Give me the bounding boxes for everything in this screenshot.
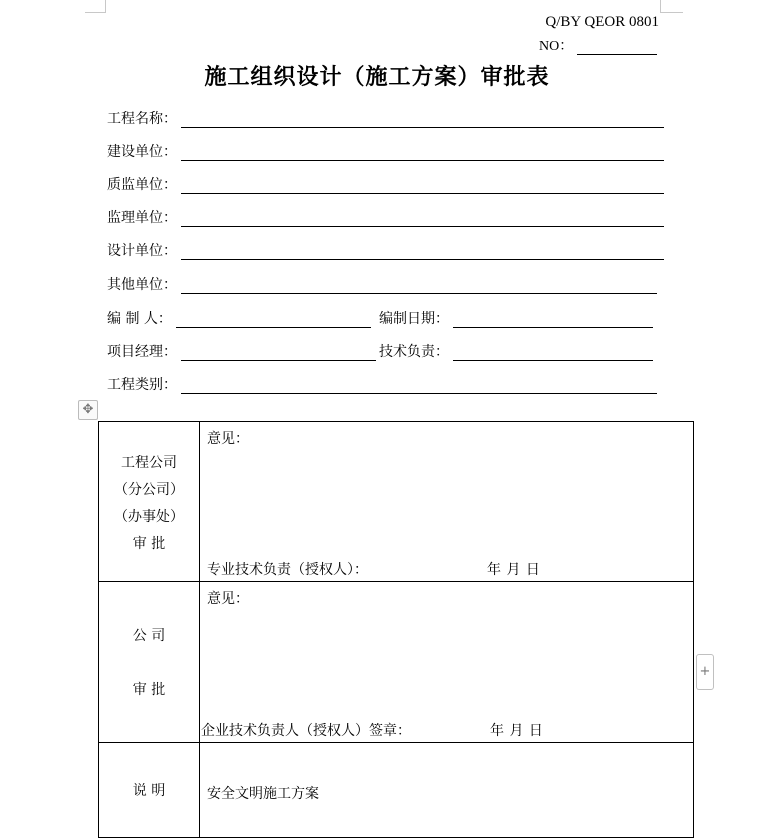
compile-date-field[interactable] [379, 308, 653, 328]
company-header-line-2: 审 批 [132, 682, 166, 698]
notes-value: 安全文明施工方案 [207, 786, 319, 802]
company-approval-row [99, 582, 694, 743]
company-branch-approval-row [99, 422, 694, 582]
compiler-line[interactable] [176, 309, 371, 328]
compile-date-label: 编制日期： [379, 311, 449, 327]
branch-approval-cell[interactable] [200, 422, 694, 582]
construction-unit-label: 建设单位： [107, 144, 177, 160]
project-type-label: 工程类别： [107, 377, 177, 393]
tech-lead-line[interactable] [453, 342, 653, 361]
project-name-label: 工程名称： [107, 111, 177, 127]
company-approval-header [99, 582, 200, 743]
other-unit-label: 其他单位： [107, 277, 177, 293]
crop-mark-top-left [85, 0, 106, 13]
tech-lead-field[interactable] [379, 341, 653, 361]
document-number-line[interactable] [577, 38, 657, 55]
branch-opinion-label: 意见： [207, 431, 249, 447]
company-date-label: 年 月 日 [490, 723, 544, 739]
branch-header-line-3: （办事处） [114, 508, 184, 525]
quality-unit-line[interactable] [181, 175, 664, 194]
company-approval-cell[interactable] [200, 582, 694, 743]
supervision-unit-label: 监理单位： [107, 210, 177, 226]
notes-row [99, 743, 694, 838]
page-title: 施工组织设计（施工方案）审批表 [204, 65, 550, 90]
document-code: Q/BY QEOR 0801 [545, 14, 659, 30]
branch-approval-header [99, 422, 200, 582]
notes-header [99, 743, 200, 838]
supervision-unit-line[interactable] [181, 208, 664, 227]
project-type-field[interactable] [107, 374, 657, 394]
approval-table [98, 421, 694, 838]
plus-icon[interactable]: + [696, 654, 714, 690]
design-unit-label: 设计单位： [107, 243, 177, 259]
quality-unit-label: 质监单位： [107, 177, 177, 193]
project-name-field[interactable] [107, 108, 664, 128]
project-manager-field[interactable] [107, 341, 376, 361]
company-signature-label: 企业技术负责人（授权人）签章： [201, 723, 411, 739]
other-unit-field[interactable] [107, 274, 657, 294]
crop-mark-top-right [660, 0, 683, 13]
project-manager-line[interactable] [181, 342, 376, 361]
company-header-line-1: 公 司 [132, 628, 166, 644]
branch-signature-label: 专业技术负责（授权人）： [207, 562, 368, 578]
compile-date-line[interactable] [453, 309, 653, 328]
notes-cell[interactable] [200, 743, 694, 838]
design-unit-line[interactable] [181, 241, 664, 260]
branch-header-line-2: （分公司） [114, 481, 184, 498]
design-unit-field[interactable] [107, 240, 664, 260]
compiler-field[interactable] [107, 308, 371, 328]
branch-header-line-4: 审 批 [132, 535, 166, 552]
project-name-line[interactable] [181, 109, 664, 128]
other-unit-line[interactable] [181, 275, 657, 294]
project-type-line[interactable] [181, 375, 657, 394]
tech-lead-label: 技术负责： [379, 344, 449, 360]
compiler-label: 编 制 人： [107, 311, 172, 327]
notes-header-label: 说 明 [132, 783, 166, 799]
construction-unit-field[interactable] [107, 141, 664, 161]
document-number-row [539, 35, 657, 55]
branch-date-label: 年 月 日 [487, 562, 541, 578]
project-manager-label: 项目经理： [107, 344, 177, 360]
quality-unit-field[interactable] [107, 174, 664, 194]
company-opinion-label: 意见： [207, 591, 249, 607]
document-number-label: NO： [539, 39, 574, 54]
construction-unit-line[interactable] [181, 142, 664, 161]
branch-header-line-1: 工程公司 [121, 454, 177, 471]
move-arrows-icon[interactable]: ✥ [78, 400, 98, 420]
supervision-unit-field[interactable] [107, 207, 664, 227]
